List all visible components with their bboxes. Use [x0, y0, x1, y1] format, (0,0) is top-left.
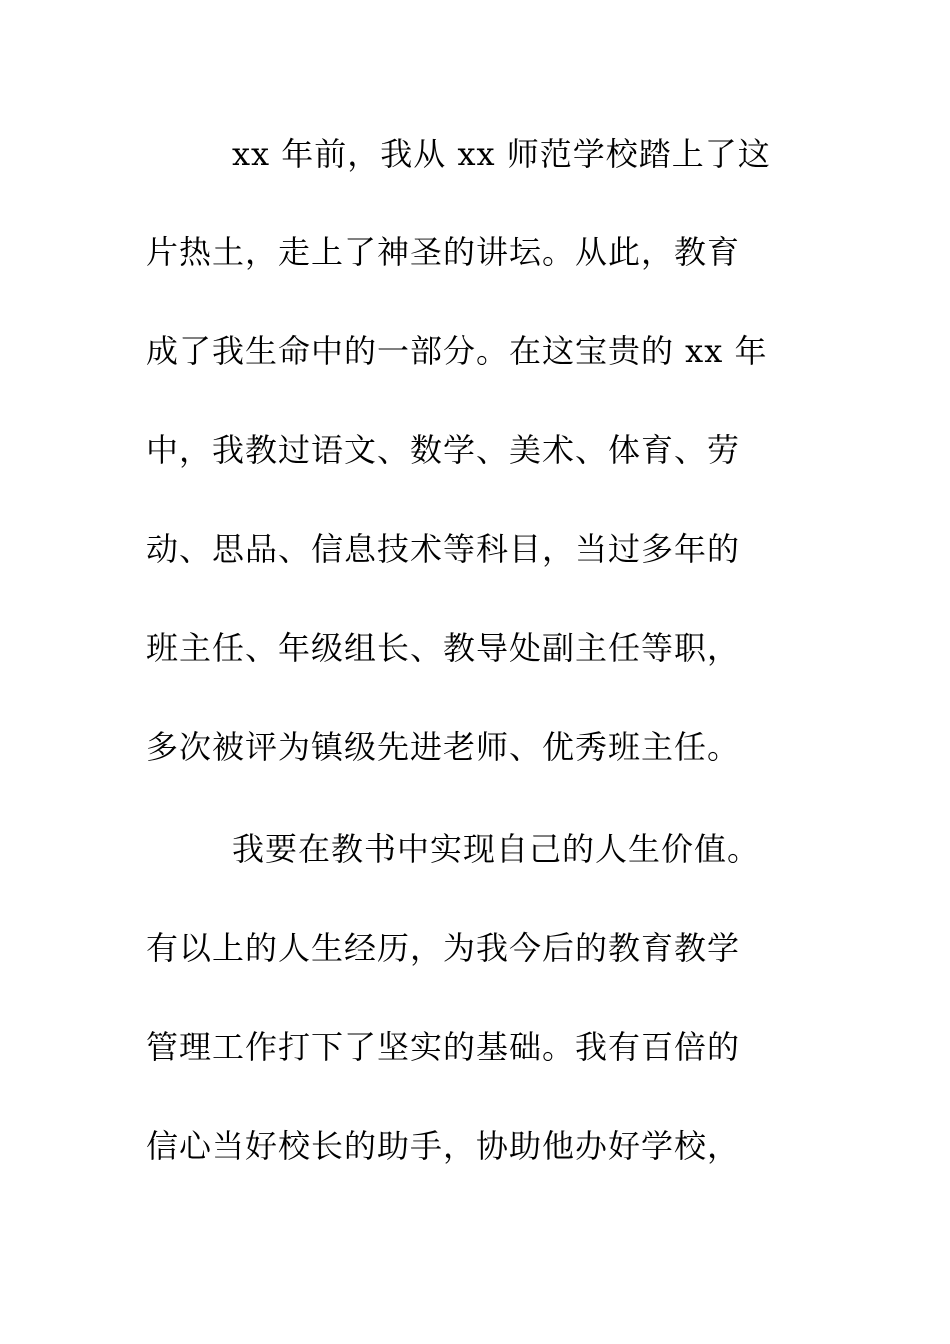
paragraph-2-line-2: 有以上的人生经历，为我今后的教育教学 — [146, 929, 741, 967]
paragraph-2-line-1: 我要在教书中实现自己的人生价值。 — [232, 830, 761, 868]
paragraph-1-line-5: 动、思品、信息技术等科目，当过多年的 — [146, 530, 741, 568]
paragraph-2-line-4: 信心当好校长的助手，协助他办好学校， — [146, 1127, 741, 1165]
paragraph-1-line-2: 片热土，走上了神圣的讲坛。从此，教育 — [146, 233, 741, 271]
paragraph-2-line-3: 管理工作打下了坚实的基础。我有百倍的 — [146, 1028, 741, 1066]
paragraph-1-line-7: 多次被评为镇级先进老师、优秀班主任。 — [146, 728, 741, 766]
paragraph-1-line-3: 成了我生命中的一部分。在这宝贵的 xx 年 — [146, 332, 768, 370]
paragraph-1-line-6: 班主任、年级组长、教导处副主任等职， — [146, 629, 741, 667]
paragraph-1-line-1: xx 年前，我从 xx 师范学校踏上了这 — [232, 135, 771, 173]
paragraph-1-line-4: 中，我教过语文、数学、美术、体育、劳 — [146, 431, 741, 469]
